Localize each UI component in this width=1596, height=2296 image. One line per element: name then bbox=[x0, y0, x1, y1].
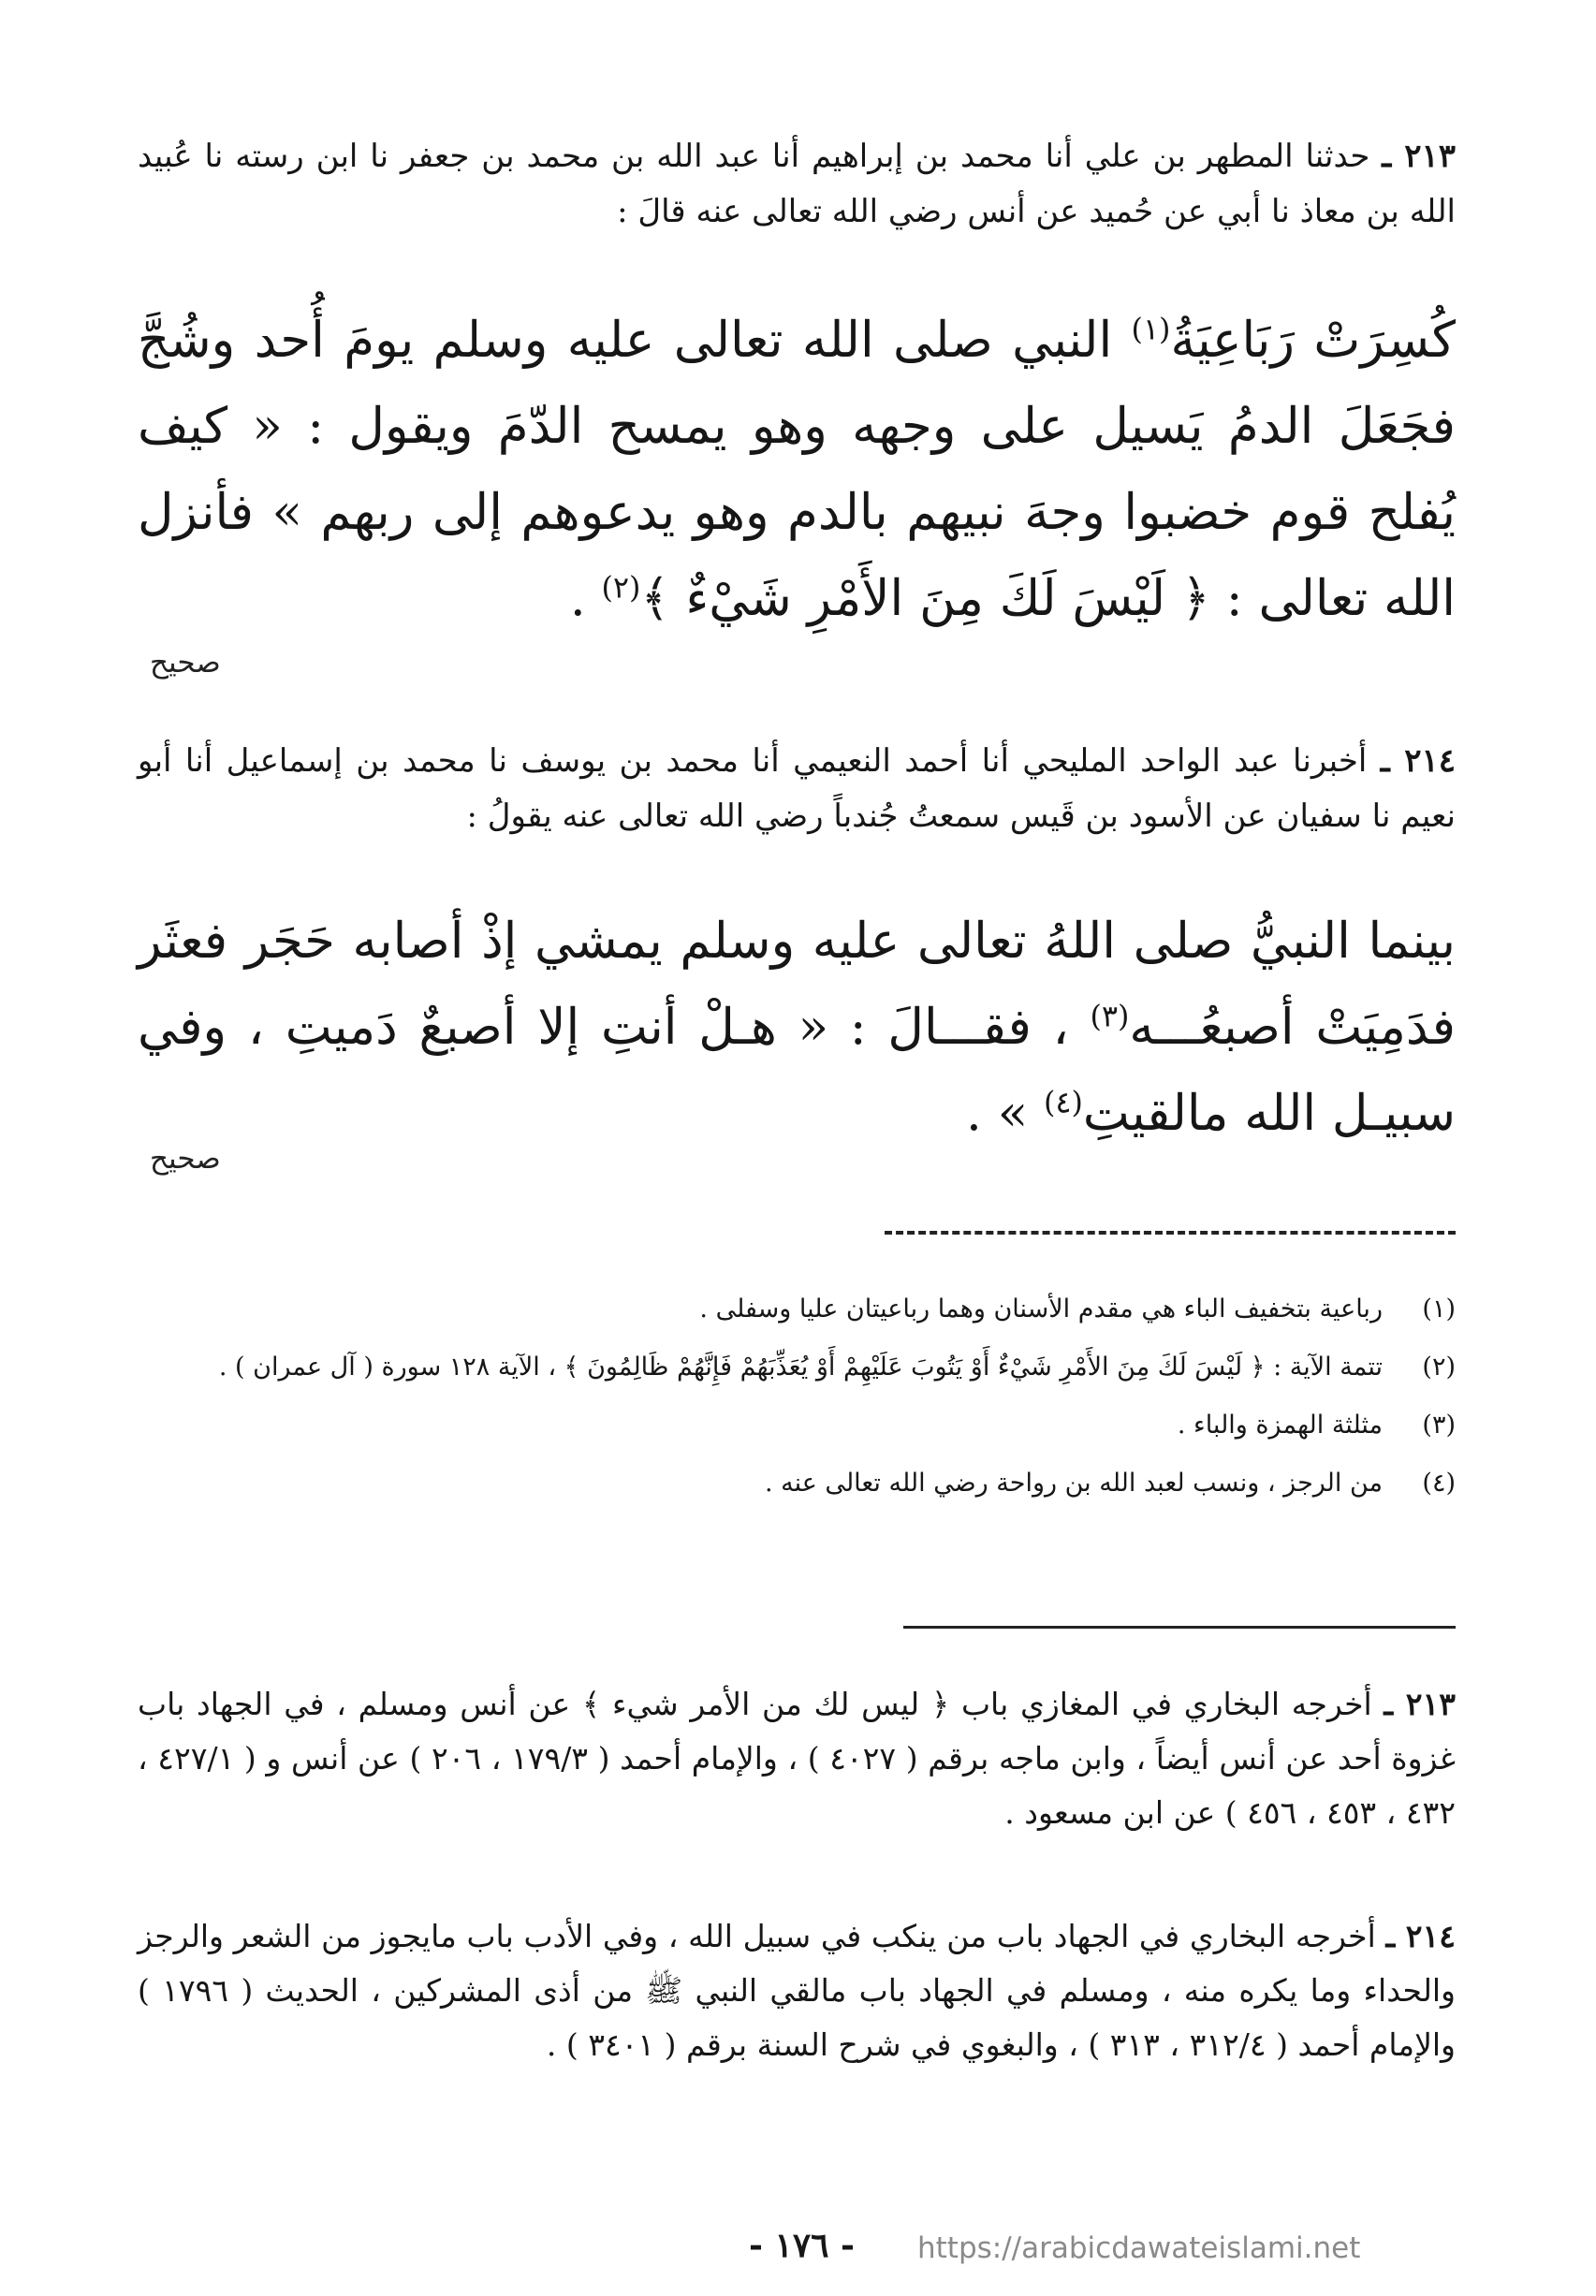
footnote-item bbox=[138, 1345, 1456, 1390]
hadith-214-matn-part: ، فقـــالَ : « هـلْ أنتِ إلا أصبعٌ دَميتِ ، وفي سبيـل الله مالقيتِ bbox=[138, 999, 1456, 1142]
takhrij-text: أخرجه البخاري في الجهاد باب من ينكب في سبيل الله ، وفي الأدب باب مايجوز من الشعر والرجز والحداء وما يكره منه ، ومسلم في الجهاد باب مالقي النبي ﷺ من أذى المشركين ، الحديث ( ١٧٩٦ ) والإمام أحمد ( ٣١٢/٤ ، ٣١٣ ) ، والبغوي في شرح السنة برقم ( ٣٤٠١ ) . bbox=[138, 1918, 1456, 2063]
page-footer bbox=[0, 2226, 1596, 2273]
takhrij-number: ٢١٤ ـ bbox=[1385, 1918, 1456, 1954]
hadith-214-matn-part: بينما النبيُّ صلى اللهُ تعالى عليه وسلم يمشي إذْ أصابه حَجَر فعثَر فدَمِيَتْ أصبعُـــه bbox=[138, 913, 1457, 1056]
footnotes-separator bbox=[885, 1231, 1456, 1235]
footnote-ref-4: (٤) bbox=[1043, 1085, 1083, 1120]
website-watermark: https://arabicdawateislami.net bbox=[917, 2231, 1361, 2265]
footnote-number: (٤) bbox=[1422, 1469, 1456, 1498]
hadith-213-number: ٢١٣ ـ bbox=[1382, 138, 1456, 175]
hadith-213-isnad bbox=[138, 129, 1456, 240]
takhrij-text: أخرجه البخاري في المغازي باب ﴿ ليس لك من الأمر شيء ﴾ عن أنس ومسلم ، في الجهاد باب غزوة أحد عن أنس أيضاً ، وابن ماجه برقم ( ٤٠٢٧ ) ، والإمام أحمد ( ١٧٩/٣ ، ٢٠٦ ) عن أنس و ( ٤٢٧/١ ، ٤٣٢ ، ٤٥٣ ، ٤٥٦ ) عن ابن مسعود . bbox=[138, 1686, 1456, 1831]
takhrij-214 bbox=[138, 1909, 1456, 2072]
hadith-214-isnad bbox=[138, 734, 1456, 844]
hadith-213-matn-part: النبي صلى الله تعالى عليه وسلم يومَ أُحد وشُجَّ فجَعَلَ الدمُ يَسيل على وجهه وهو يمسح الدّمَ ويقول : « كيف يُفلح قوم خضبوا وجهَ نبيهم بالدم وهو يدعوهم إلى ربهم » فأنزل الله تعالى : ﴿ لَيْسَ لَكَ مِنَ الأَمْرِ شَيْءٌ ﴾ bbox=[138, 312, 1456, 627]
page-number: - ١٧٦ - bbox=[749, 2226, 855, 2265]
hadith-213-matn bbox=[138, 298, 1456, 642]
footnote-item bbox=[138, 1403, 1456, 1448]
footnote-text: رباعية بتخفيف الباء هي مقدم الأسنان وهما رباعيتان عليا وسفلى . bbox=[699, 1294, 1383, 1323]
footnote-item bbox=[138, 1287, 1456, 1332]
takhrij-number: ٢١٣ ـ bbox=[1384, 1686, 1456, 1722]
footnote-ref-1: (١) bbox=[1131, 312, 1171, 347]
hadith-213-isnad-text: حدثنا المطهر بن علي أنا محمد بن إبراهيم أنا عبد الله بن محمد بن جعفر نا ابن رسته نا عُبيد الله بن معاذ نا أبي عن حُميد عن أنس رضي الله تعالى عنه قالَ : bbox=[138, 138, 1456, 230]
hadith-213-matn-end: . bbox=[569, 570, 602, 627]
takhrij-213 bbox=[138, 1677, 1456, 1840]
takhrij-separator bbox=[903, 1626, 1456, 1629]
hadith-214-matn bbox=[138, 899, 1456, 1157]
footnote-number: (١) bbox=[1422, 1294, 1456, 1323]
hadith-214-grade: صحيح bbox=[150, 1142, 221, 1176]
hadith-213-matn-part: كُسِرَتْ رَبَاعِيَةُ bbox=[1170, 312, 1456, 369]
footnote-text: من الرجز ، ونسب لعبد الله بن رواحة رضي الله تعالى عنه . bbox=[764, 1469, 1383, 1498]
footnote-number: (٣) bbox=[1422, 1411, 1456, 1440]
footnote-text: تتمة الآية : ﴿ لَيْسَ لَكَ مِنَ الأَمْرِ شَيْءٌ أَوْ يَتُوبَ عَلَيْهِمْ أَوْ يُعَذِّبَهُمْ فَإِنَّهُمْ ظَالِمُونَ ﴾ ، الآية ١٢٨ سورة ( آل عمران ) . bbox=[218, 1353, 1383, 1382]
footnote-ref-3: (٣) bbox=[1090, 999, 1130, 1034]
hadith-214-number: ٢١٤ ـ bbox=[1380, 742, 1456, 780]
footnote-ref-2: (٢) bbox=[601, 570, 641, 606]
hadith-214-matn-end: » . bbox=[966, 1085, 1044, 1142]
hadith-214-isnad-text: أخبرنا عبد الواحد المليحي أنا أحمد النعيمي أنا محمد بن يوسف نا محمد بن إسماعيل أنا أبو نعيم نا سفيان عن الأسود بن قَيس سمعتُ جُندباً رضي الله تعالى عنه يقولُ : bbox=[138, 742, 1456, 835]
hadith-213-grade: صحيح bbox=[150, 646, 221, 680]
footnote-number: (٢) bbox=[1422, 1353, 1456, 1382]
footnote-item bbox=[138, 1461, 1456, 1506]
footnotes bbox=[138, 1287, 1456, 1519]
footnote-text: مثلثة الهمزة والباء . bbox=[1177, 1411, 1383, 1440]
